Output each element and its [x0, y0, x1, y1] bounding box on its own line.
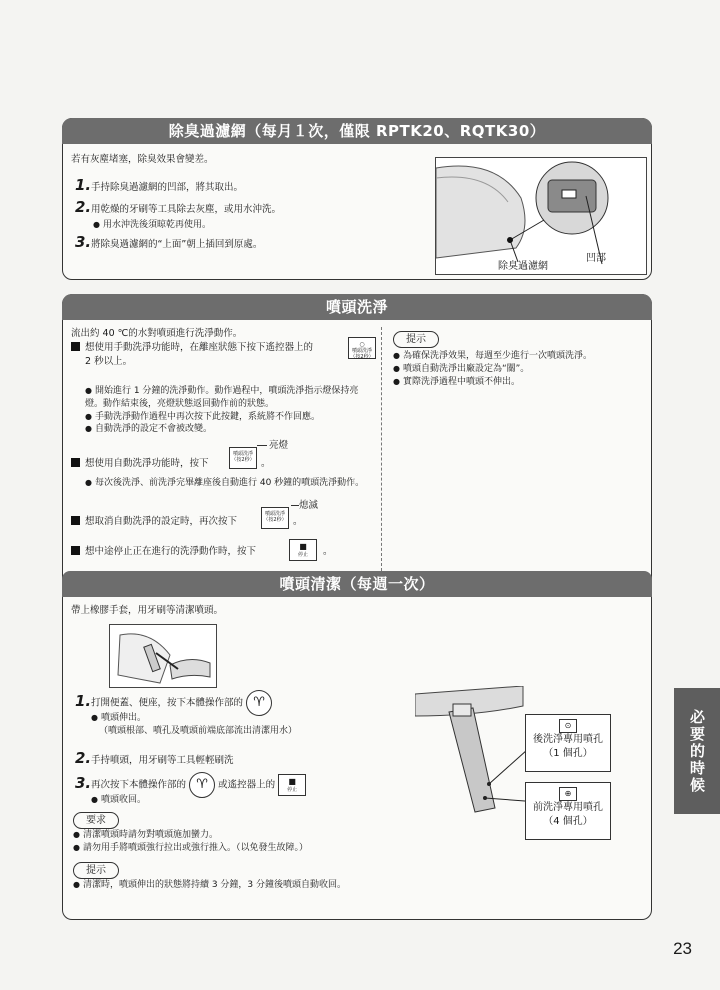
tip-badge: 提示 — [73, 862, 119, 879]
deodorizer-title: 除臭過濾網（每月１次，僅限 RPTK20、RQTK30） — [62, 118, 652, 144]
rear-nozzle-hole-label: ⊙ 後洗淨專用噴孔 （1 個孔） — [525, 714, 611, 772]
single-hole-icon: ⊙ — [559, 719, 577, 733]
deodorizer-step-2: 2.用乾燥的牙刷等工具除去灰塵，或用水沖洗。 — [75, 197, 282, 216]
deodorizer-step-1: 1.手持除臭過濾網的凹部，將其取出。 — [75, 176, 244, 194]
cancel-auto-line: 想取消自動洗淨的設定時，再次按下 噴頭洗淨（按2秒） 。 熄滅 — [71, 507, 371, 537]
nozzle-wash-remote-button[interactable]: ○ 噴頭洗淨（按2秒） — [348, 337, 376, 359]
clean-step-2: 2.手持噴頭，用牙刷等工具輕輕刷洗 — [75, 749, 234, 767]
off-label: 熄滅 — [299, 500, 319, 511]
brush-nozzle-drawing — [110, 625, 218, 689]
remote-stop-button[interactable]: ■ 停止 — [278, 774, 306, 796]
nozzle-retract-button[interactable] — [189, 772, 215, 798]
clean-tips-block: 提示 ● 清潔時，噴頭伸出的狀態將持續 3 分鐘，3 分鐘後噴頭自動收回。 — [73, 862, 493, 892]
deodorizer-sub-note: ● 用水沖洗後須晾乾再使用。 — [93, 219, 435, 232]
lit-label: 亮燈 — [269, 440, 289, 451]
requirements-block: 要求 ● 清潔噴頭時請勿對噴頭施加蠻力。 ● 請勿用手將噴頭強行拉出或強行推入。（以免發生故障。） — [73, 812, 453, 855]
square-bullet-icon — [71, 342, 80, 351]
small-led-icon: ○ — [359, 341, 365, 348]
nozzle-wash-title: 噴頭洗淨 — [62, 294, 652, 320]
spray-icon: ♈ — [253, 695, 265, 710]
nozzle-wash-section — [62, 294, 652, 574]
deodorizer-section — [62, 118, 652, 280]
page-number: 23 — [673, 939, 692, 959]
deodorizer-intro: 若有灰塵堵塞，除臭效果會變差。 — [71, 154, 214, 165]
side-tab: 必要的時候 — [674, 688, 720, 814]
auto-wash-note: ● 每次後洗淨、前洗淨完畢離座後自動進行 40 秒鐘的噴頭洗淨動作。 — [85, 477, 367, 490]
nozzle-clean-section — [62, 572, 652, 920]
toilet-seat-drawing — [436, 158, 647, 275]
auto-wash-button[interactable]: 噴頭洗淨（按2秒） — [229, 447, 257, 469]
nozzle-clean-title: 噴頭清潔（每週一次） — [62, 571, 652, 597]
auto-wash-line: 想使用自動洗淨功能時，按下 噴頭洗淨（按2秒） 。 亮燈 — [71, 445, 371, 475]
nozzle-wash-tips: 提示 ● 為確保洗淨效果，每週至少進行一次噴頭洗淨。 ● 噴頭自動洗淨出廠設定為“關”。 ● 實際洗淨過程中噴頭不伸出。 — [393, 331, 647, 389]
column-divider — [381, 327, 382, 571]
square-bullet-icon — [71, 516, 80, 525]
manual-wash-notes: ● 開始進行 1 分鐘的洗淨動作。動作過程中，噴頭洗淨指示燈保持亮燈。動作結束後，亮燈狀態返回動作前的狀態。 ● 手動洗淨動作過程中再次按下此按鍵，系統將不作回應。 ● 自動洗淨的設定不會被改變。 — [85, 385, 367, 436]
cleaning-illustration — [109, 624, 217, 688]
spray-icon: ♈ — [196, 777, 208, 792]
recess-label: 凹部 — [586, 253, 606, 264]
square-bullet-icon — [71, 546, 80, 555]
require-badge: 要求 — [73, 812, 119, 829]
nozzle-clean-intro: 帶上橡膠手套，用牙刷等清潔噴頭。 — [71, 605, 224, 616]
deodorizer-illustration — [435, 157, 647, 275]
cancel-auto-wash-button[interactable]: 噴頭洗淨（按2秒） — [261, 507, 289, 529]
tip-badge: 提示 — [393, 331, 439, 348]
stop-square-icon: ■ — [299, 542, 307, 551]
nozzle-wash-intro: 流出約 40 ℃的水對噴頭進行洗淨動作。 — [71, 328, 243, 339]
front-nozzle-hole-label: ⊕ 前洗淨專用噴孔 （4 個孔） — [525, 782, 611, 840]
filter-label: 除臭過濾網 — [498, 261, 548, 272]
stop-button[interactable]: ■ 停止 — [289, 539, 317, 561]
clean-step-1: 1.打開便蓋、便座，按下本體操作部的 ♈ ● 噴頭伸出。 （噴頭根部、噴孔及噴頭前端底部流出清潔用水） — [75, 690, 405, 738]
stop-square-icon: ■ — [288, 777, 296, 786]
clean-step-3: 3.再次按下本體操作部的 ♈ 或遙控器上的 ■ 停止 ● 噴頭收回。 — [75, 772, 415, 807]
nozzle-extend-button[interactable] — [246, 690, 272, 716]
manual-wash-block: 想使用手動洗淨功能時，在離座狀態下按下遙控器上的 ○ 噴頭洗淨（按2秒） 2 秒以上。 — [71, 341, 376, 369]
four-holes-icon: ⊕ — [559, 787, 577, 801]
deodorizer-steps — [75, 175, 435, 253]
deodorizer-step-3: 3.將除臭過濾網的“上面”朝上插回到原處。 — [75, 232, 263, 251]
square-bullet-icon — [71, 458, 80, 467]
stop-line: 想中途停止正在進行的洗淨動作時，按下 ■ 停止 。 — [71, 539, 371, 567]
